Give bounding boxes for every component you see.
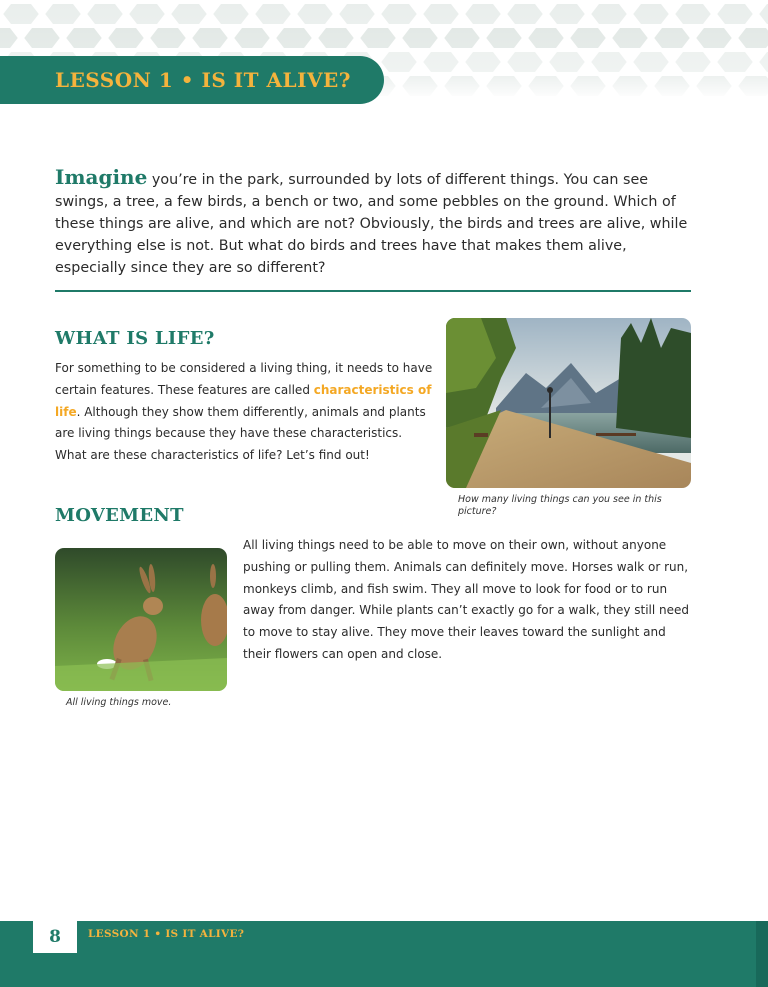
hares-photo xyxy=(55,548,227,691)
page-number-box xyxy=(33,921,77,953)
footer-lesson-title: LESSON 1 • IS IT ALIVE? xyxy=(88,928,245,940)
heading-movement: MOVEMENT xyxy=(55,505,184,526)
what-is-life-text-after: . Although they show them differently, animals and plants are living things because they have these characteristics. What are these characteristics of life? Let’s find out! xyxy=(55,404,426,463)
movement-paragraph: All living things need to be able to move on their own, without anyone pushing or pulling them. Animals can definitely move. Horses walk or run, monkeys climb, and fish swim. They all move to look for food or to run away from danger. While plants can’t exactly go for a walk, they still need to move to stay alive. They move their leaves toward the sunlight and their flowers can open and close. xyxy=(243,538,690,661)
intro-lead-word: Imagine xyxy=(55,165,148,189)
characteristics-of-life-term: characteristics of life xyxy=(55,382,432,419)
lesson-title-banner xyxy=(0,56,384,104)
what-is-life-text-before: For something to be considered a living thing, it needs to have certain features. These features are called xyxy=(55,361,433,397)
lesson-title: LESSON 1 • IS IT ALIVE? xyxy=(55,68,351,92)
page-number: 8 xyxy=(49,927,61,947)
what-is-life-paragraph xyxy=(55,358,435,467)
heading-what-is-life: WHAT IS LIFE? xyxy=(55,328,215,349)
intro-paragraph xyxy=(55,166,695,279)
intro-text: you’re in the park, surrounded by lots of different things. You can see swings, a tree, a few birds, a bench or two, and some pebbles on the ground. Which of these things are alive, and which are not? Obviously, the birds and trees are alive, while everything else is not. But what do birds and trees have that makes them alive, especially since they are so different? xyxy=(55,172,688,276)
section-divider xyxy=(55,290,691,292)
hares-photo-caption: All living things move. xyxy=(66,697,172,708)
lake-photo-caption: How many living things can you see in this picture? xyxy=(458,494,662,517)
lake-park-photo xyxy=(446,318,691,488)
footer-edge xyxy=(756,921,768,987)
